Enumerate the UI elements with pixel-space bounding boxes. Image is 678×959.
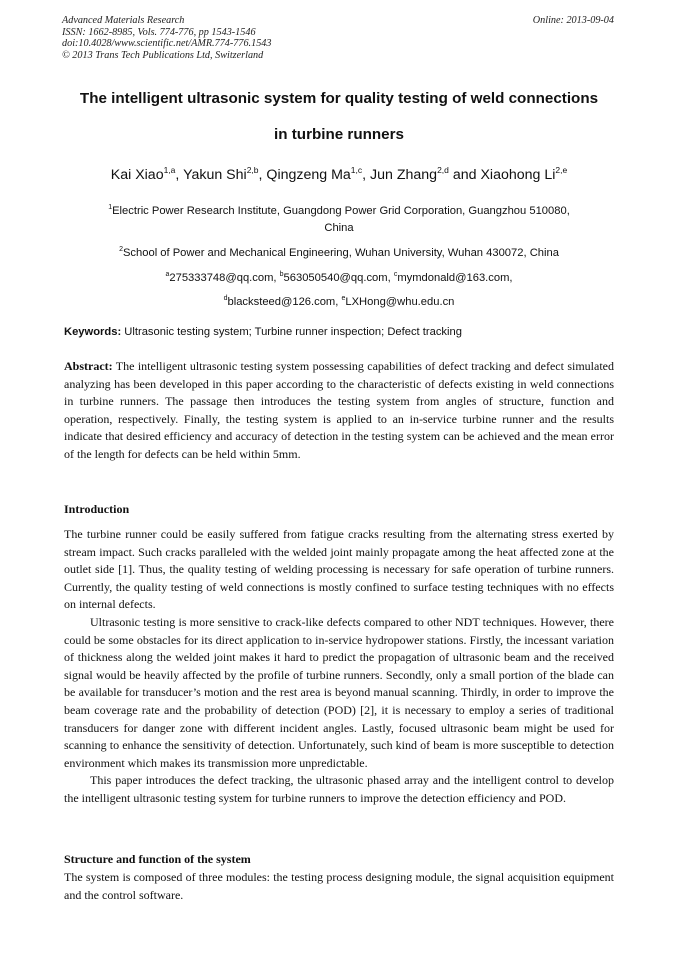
paragraph: Ultrasonic testing is more sensitive to crack-like defects compared to other NDT techniques. However, there could be some obstacles for its direct application to in-service hydropower stations. Firstly, the incessant variation of thickness along the welded joint makes it hard to predict the propagation of ultrasonic beam and the received signal would be heavily affected by the profile of turbine runners. Secondly, only a small portion of the blade can be available for transducer’s motion and the rest area is beyond manual scanning. Thirdly, in order to improve the beam coverage rate and the probability of detection (POD) [2], it is necessary to employ a series of traditional transducers for danger zone with different incident angles. Lastly, focused ultrasonic beam might be used for scanning to enhance the sensitivity of detection. Unfortunately, such kind of beam is more susceptible to detection environment which makes its transmission more unpredictable. (64, 614, 614, 770)
affiliation-mark: 2 (119, 246, 123, 253)
affiliation-2 (20, 247, 658, 259)
email-link[interactable]: 275333748@qq.com, (169, 272, 280, 284)
author-separator: , (175, 167, 184, 183)
doi-line: doi:10.4028/www.scientific.net/AMR.774-776.1543 (62, 38, 272, 50)
affiliation-text: School of Power and Mechanical Engineering, Wuhan University, Wuhan 430072, China (122, 247, 559, 259)
author-affiliation-mark: 2,e (555, 165, 568, 175)
email-line-2 (20, 296, 658, 308)
author-affiliation-mark: 2,b (246, 165, 259, 175)
author-name: Qingzeng Ma (266, 167, 351, 183)
email-mark: b (279, 271, 284, 278)
abstract-label: Abstract: (64, 359, 113, 373)
email-line-1 (20, 272, 658, 284)
email-link[interactable]: 563050540@qq.com, (283, 272, 394, 284)
affiliation-mark: 1 (108, 204, 113, 211)
author-name: Xiaohong Li (480, 167, 556, 183)
structure-body (64, 869, 614, 904)
paper-title-line-1: The intelligent ultrasonic system for quality testing of weld connections (79, 90, 599, 107)
author-name: Yakun Shi (183, 167, 247, 183)
author-separator: , (258, 167, 267, 183)
introduction-heading: Introduction (64, 502, 130, 516)
introduction-body (64, 526, 614, 808)
keywords-label: Keywords: (64, 326, 122, 338)
affiliation-1 (20, 205, 658, 217)
copyright-line: © 2013 Trans Tech Publications Ltd, Switzerland (62, 49, 264, 61)
email-mark: a (165, 271, 170, 278)
email-mark: c (393, 271, 398, 278)
structure-heading: Structure and function of the system (64, 852, 251, 866)
email-link[interactable]: mymdonald@163.com, (397, 272, 513, 284)
email-link[interactable]: LXHong@whu.edu.cn (345, 296, 455, 308)
abstract-text: The intelligent ultrasonic testing system possessing capabilities of defect tracking and defect simulated analyzing has been developed in this paper according to the characteristic of defects existing in weld connections in turbine runners. The passage then introduces the testing system from angles of structure, function and operation, respectively. Finally, the testing system is applied to an in-service turbine runner and the results indicate that desired efficiency and accuracy of detection in the testing system can be achieved and the mean error of the length for defects can be held within 5mm. (64, 359, 614, 461)
email-link[interactable]: blacksteed@126.com, (227, 296, 342, 308)
author-separator: , (362, 167, 371, 183)
author-name: Kai Xiao (110, 167, 164, 183)
journal-name: Advanced Materials Research (62, 15, 185, 26)
email-mark: e (341, 295, 346, 302)
author-name: Jun Zhang (370, 167, 438, 183)
issn-line: ISSN: 1662-8985, Vols. 774-776, pp 1543-1546 (62, 26, 256, 38)
paper-title-line-2: in turbine runners (274, 126, 404, 143)
email-mark: d (223, 295, 228, 302)
keywords-text: Ultrasonic testing system; Turbine runner inspection; Defect tracking (121, 326, 462, 338)
abstract (64, 358, 614, 464)
author-affiliation-mark: 1,a (163, 165, 176, 175)
author-list (20, 167, 658, 183)
author-affiliation-mark: 2,d (437, 165, 449, 175)
author-affiliation-mark: 1,c (350, 165, 363, 175)
journal-header (62, 15, 271, 61)
online-date: Online: 2013-09-04 (532, 15, 614, 26)
author-separator: and (448, 167, 481, 183)
affiliation-text: Electric Power Research Institute, Guangdong Power Grid Corporation, Guangzhou 510080, (112, 205, 570, 217)
paragraph: The system is composed of three modules: the testing process designing module, the signal acquisition equipment and the control software. (64, 870, 614, 902)
paragraph: This paper introduces the defect tracking, the ultrasonic phased array and the intelligent control to develop the intelligent ultrasonic testing system for turbine runners to improve the detection efficiency and POD. (64, 773, 614, 805)
affiliation-1-continued: China (324, 222, 354, 234)
keywords (64, 326, 462, 338)
paragraph: The turbine runner could be easily suffered from fatigue cracks resulting from the alternating stress exerted by stream impact. Such cracks paralleled with the welded joint mainly propagate among the heat affected zone at the outlet side [1]. Thus, the quality testing of welding processing is necessary for safe operation of turbine runners. Currently, the quality testing of weld connections is mostly confined to surface testing techniques with no effects on internal defects. (64, 527, 614, 612)
